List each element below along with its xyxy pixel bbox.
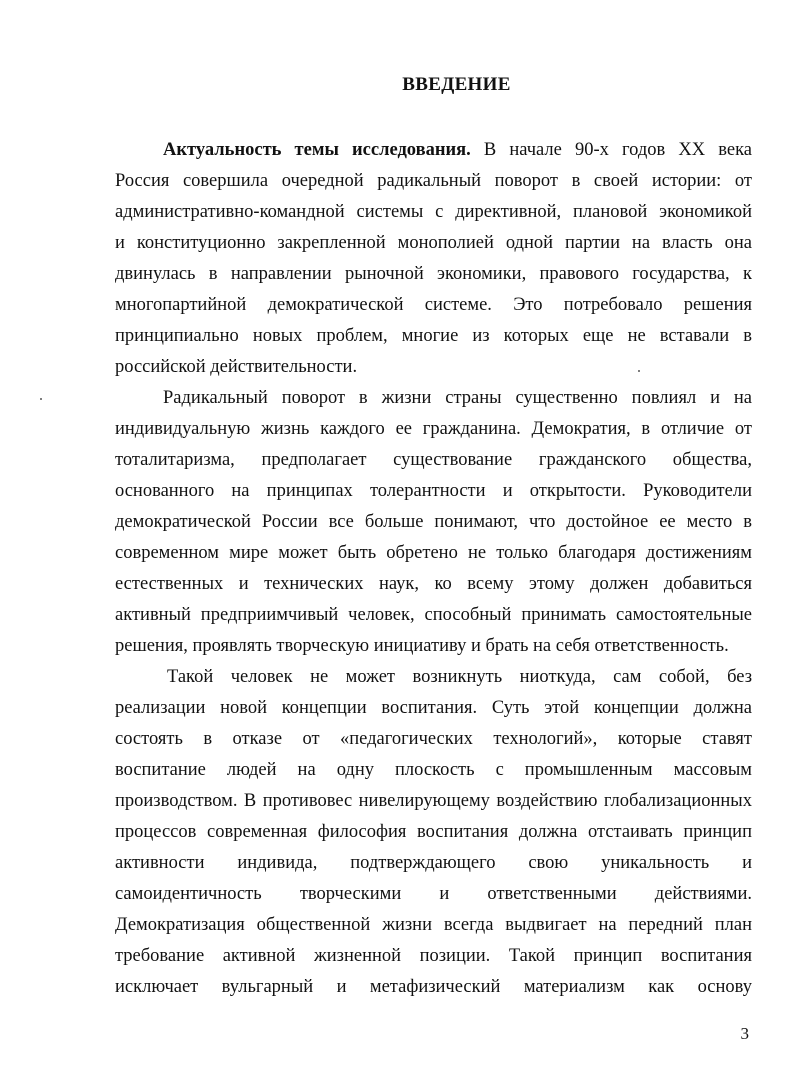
- paragraph-3-line: процессов современная философия воспитания должна отстаивать принцип: [115, 822, 752, 842]
- scan-speck: [40, 398, 42, 400]
- paragraph-1-line: и конституционно закрепленной монополией одной партии на власть она: [115, 233, 752, 253]
- paragraph-2-line: индивидуальную жизнь каждого ее гражданина. Демократия, в отличие от: [115, 419, 752, 439]
- paragraph-2-line: Радикальный поворот в жизни страны существенно повлиял и на: [163, 388, 752, 408]
- paragraph-1-line: многопартийной демократической системе. Это потребовало решения: [115, 295, 752, 315]
- paragraph-2-line: естественных и технических наук, ко всему этому должен добавиться: [115, 574, 752, 594]
- paragraph-1-line: российской действительности.: [115, 357, 358, 377]
- paragraph-1-line: принципиально новых проблем, многие из которых еще не вставали в: [115, 326, 752, 346]
- paragraph-1-line: Россия совершила очередной радикальный поворот в своей истории: от: [115, 171, 752, 191]
- paragraph-3-line: производством. В противовес нивелирующему воздействию глобализационных: [115, 791, 752, 811]
- scan-speck: [638, 370, 640, 372]
- section-heading: ВВЕДЕНИЕ: [402, 74, 511, 95]
- paragraph-3-line: требование активной жизненной позиции. Такой принцип воспитания: [115, 946, 752, 966]
- paragraph-1-line-1: [115, 135, 752, 166]
- paragraph-2-line: тоталитаризма, предполагает существование гражданского общества,: [115, 450, 752, 470]
- paragraph-2-line: демократической России все больше понимают, что достойное ее место в: [115, 512, 752, 532]
- paragraph-3-line: воспитание людей на одну плоскость с промышленным массовым: [115, 760, 752, 780]
- paragraph-3-line: Такой человек не может возникнуть ниоткуда, сам собой, без: [167, 667, 752, 687]
- body-text: [115, 135, 752, 1003]
- paragraph-1-line: двинулась в направлении рыночной экономики, правового государства, к: [115, 264, 752, 284]
- paragraph-1-line-1-text: В начале 90-х годов XX века: [470, 140, 752, 160]
- paragraph-3-line: Демократизация общественной жизни всегда выдвигает на передний план: [115, 915, 752, 935]
- paragraph-2-line: современном мире может быть обретено не только благодаря достижениям: [115, 543, 752, 563]
- paragraph-3-line: активности индивида, подтверждающего свою уникальность и: [115, 853, 752, 873]
- page-number: 3: [740, 1024, 749, 1043]
- paragraph-2-line: основанного на принципах толерантности и открытости. Руководители: [115, 481, 752, 501]
- paragraph-3-line: реализации новой концепции воспитания. Суть этой концепции должна: [115, 698, 752, 718]
- paragraph-3-line: исключает вульгарный и метафизический материализм как основу: [115, 977, 752, 997]
- paragraph-2-line: активный предприимчивый человек, способный принимать самостоятельные: [115, 605, 752, 625]
- paragraph-3-line: состоять в отказе от «педагогических технологий», которые ставят: [115, 729, 752, 749]
- paragraph-1-lead: Актуальность темы исследования.: [163, 140, 471, 160]
- paragraph-2-line: решения, проявлять творческую инициативу и брать на себя ответственность.: [115, 636, 729, 656]
- paragraph-1-line: административно-командной системы с директивной, плановой экономикой: [115, 202, 752, 222]
- paragraph-3-line: самоидентичность творческими и ответственными действиями.: [115, 884, 752, 904]
